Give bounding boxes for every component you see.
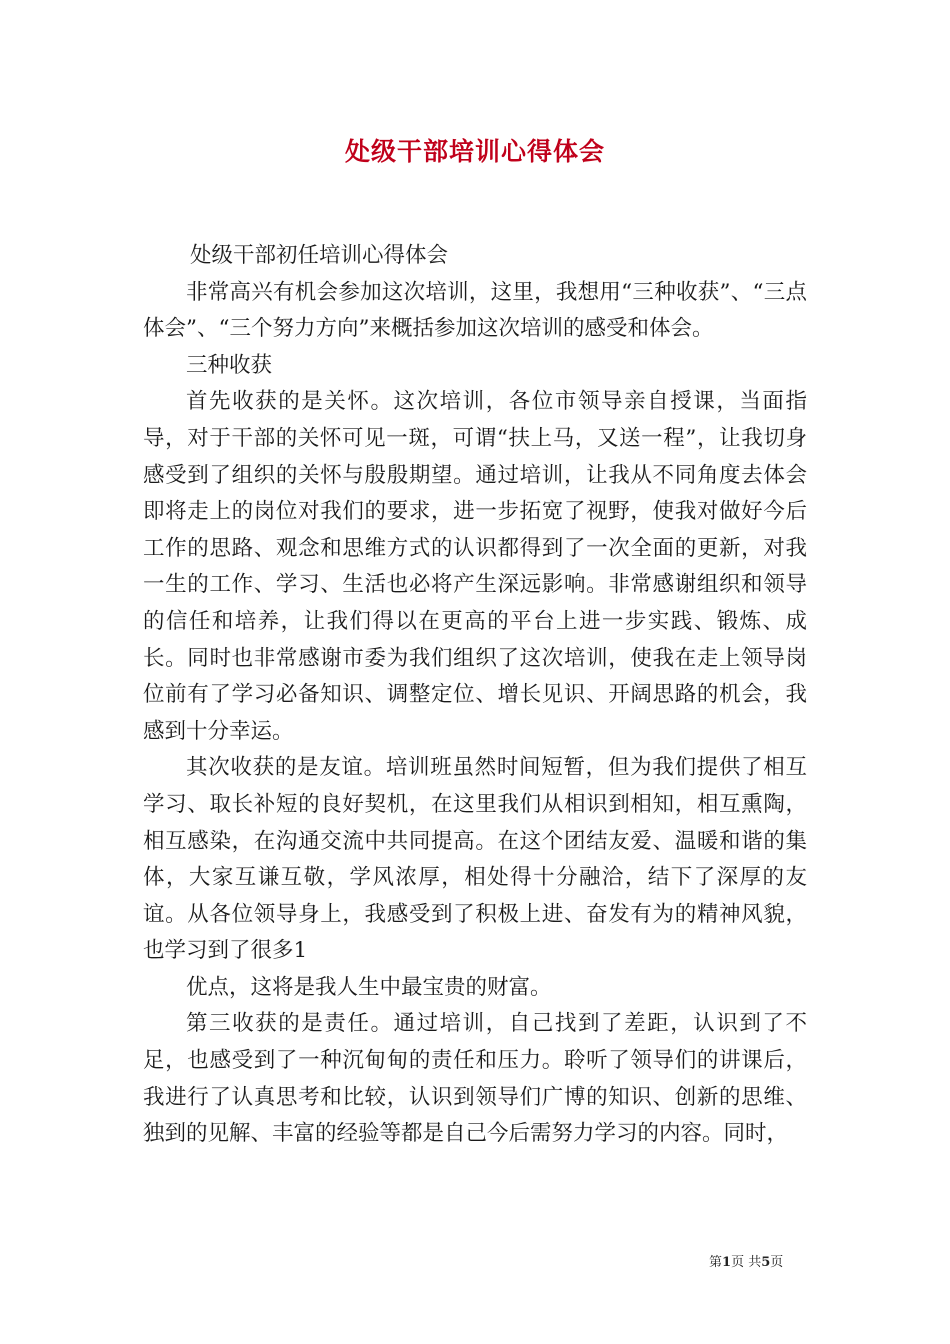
intro-paragraph: 非常高兴有机会参加这次培训，这里，我想用“三种收获”、“三点体会”、“三个努力方向”来概括参加这次培训的感受和体会。 <box>143 279 807 342</box>
document-body <box>143 238 807 1153</box>
page-footer <box>709 1251 783 1270</box>
paragraph-care: 首先收获的是关怀。这次培训，各位市领导亲自授课，当面指导，对于干部的关怀可见一斑，可谓“扶上马，又送一程”，让我切身感受到了组织的关怀与殷殷期望。通过培训，让我从不同角度去体会即将走上的岗位对我们的要求，进一步拓宽了视野，使我对做好今后工作的思路、观念和思维方式的认识都得到了一次全面的更新，对我一生的工作、学习、生活也必将产生深远影响。非常感谢组织和领导的信任和培养，让我们得以在更高的平台上进一步实践、锻炼、成长。同时也非常感谢市委为我们组织了这次培训，使我在走上领导岗位前有了学习必备知识、调整定位、增长见识、开阔思路的机会，我感到十分幸运。 <box>143 389 807 744</box>
document-subtitle: 处级干部初任培训心得体会 <box>190 243 449 268</box>
paragraph-continuation: 优点，这将是我人生中最宝贵的财富。 <box>186 974 552 1000</box>
paragraph-responsibility: 第三收获的是责任。通过培训，自己找到了差距，认识到了不足，也感受到了一种沉甸甸的责任和压力。聆听了领导们的讲课后，我进行了认真思考和比较，认识到领导们广博的知识、创新的思维、独到的见解、丰富的经验等都是自己今后需努力学习的内容。同时， <box>143 1011 807 1147</box>
page-title: 处级干部培训心得体会 <box>344 137 605 166</box>
footer-page-number: 1 <box>722 1255 732 1270</box>
footer-middle: 页 共 <box>731 1255 762 1270</box>
footer-prefix: 第 <box>709 1255 723 1270</box>
section-heading-three-gains: 三种收获 <box>186 352 273 378</box>
footer-suffix: 页 <box>770 1255 784 1270</box>
footer-total-pages: 5 <box>761 1255 771 1270</box>
paragraph-friendship: 其次收获的是友谊。培训班虽然时间短暂，但为我们提供了相互学习、取长补短的良好契机，在这里我们从相识到相知，相互熏陶，相互感染，在沟通交流中共同提高。在这个团结友爱、温暖和谐的集体，大家互谦互敬，学风浓厚，相处得十分融洽，结下了深厚的友谊。从各位领导身上，我感受到了积极上进、奋发有为的精神风貌，也学习到了很多1 <box>143 755 807 964</box>
